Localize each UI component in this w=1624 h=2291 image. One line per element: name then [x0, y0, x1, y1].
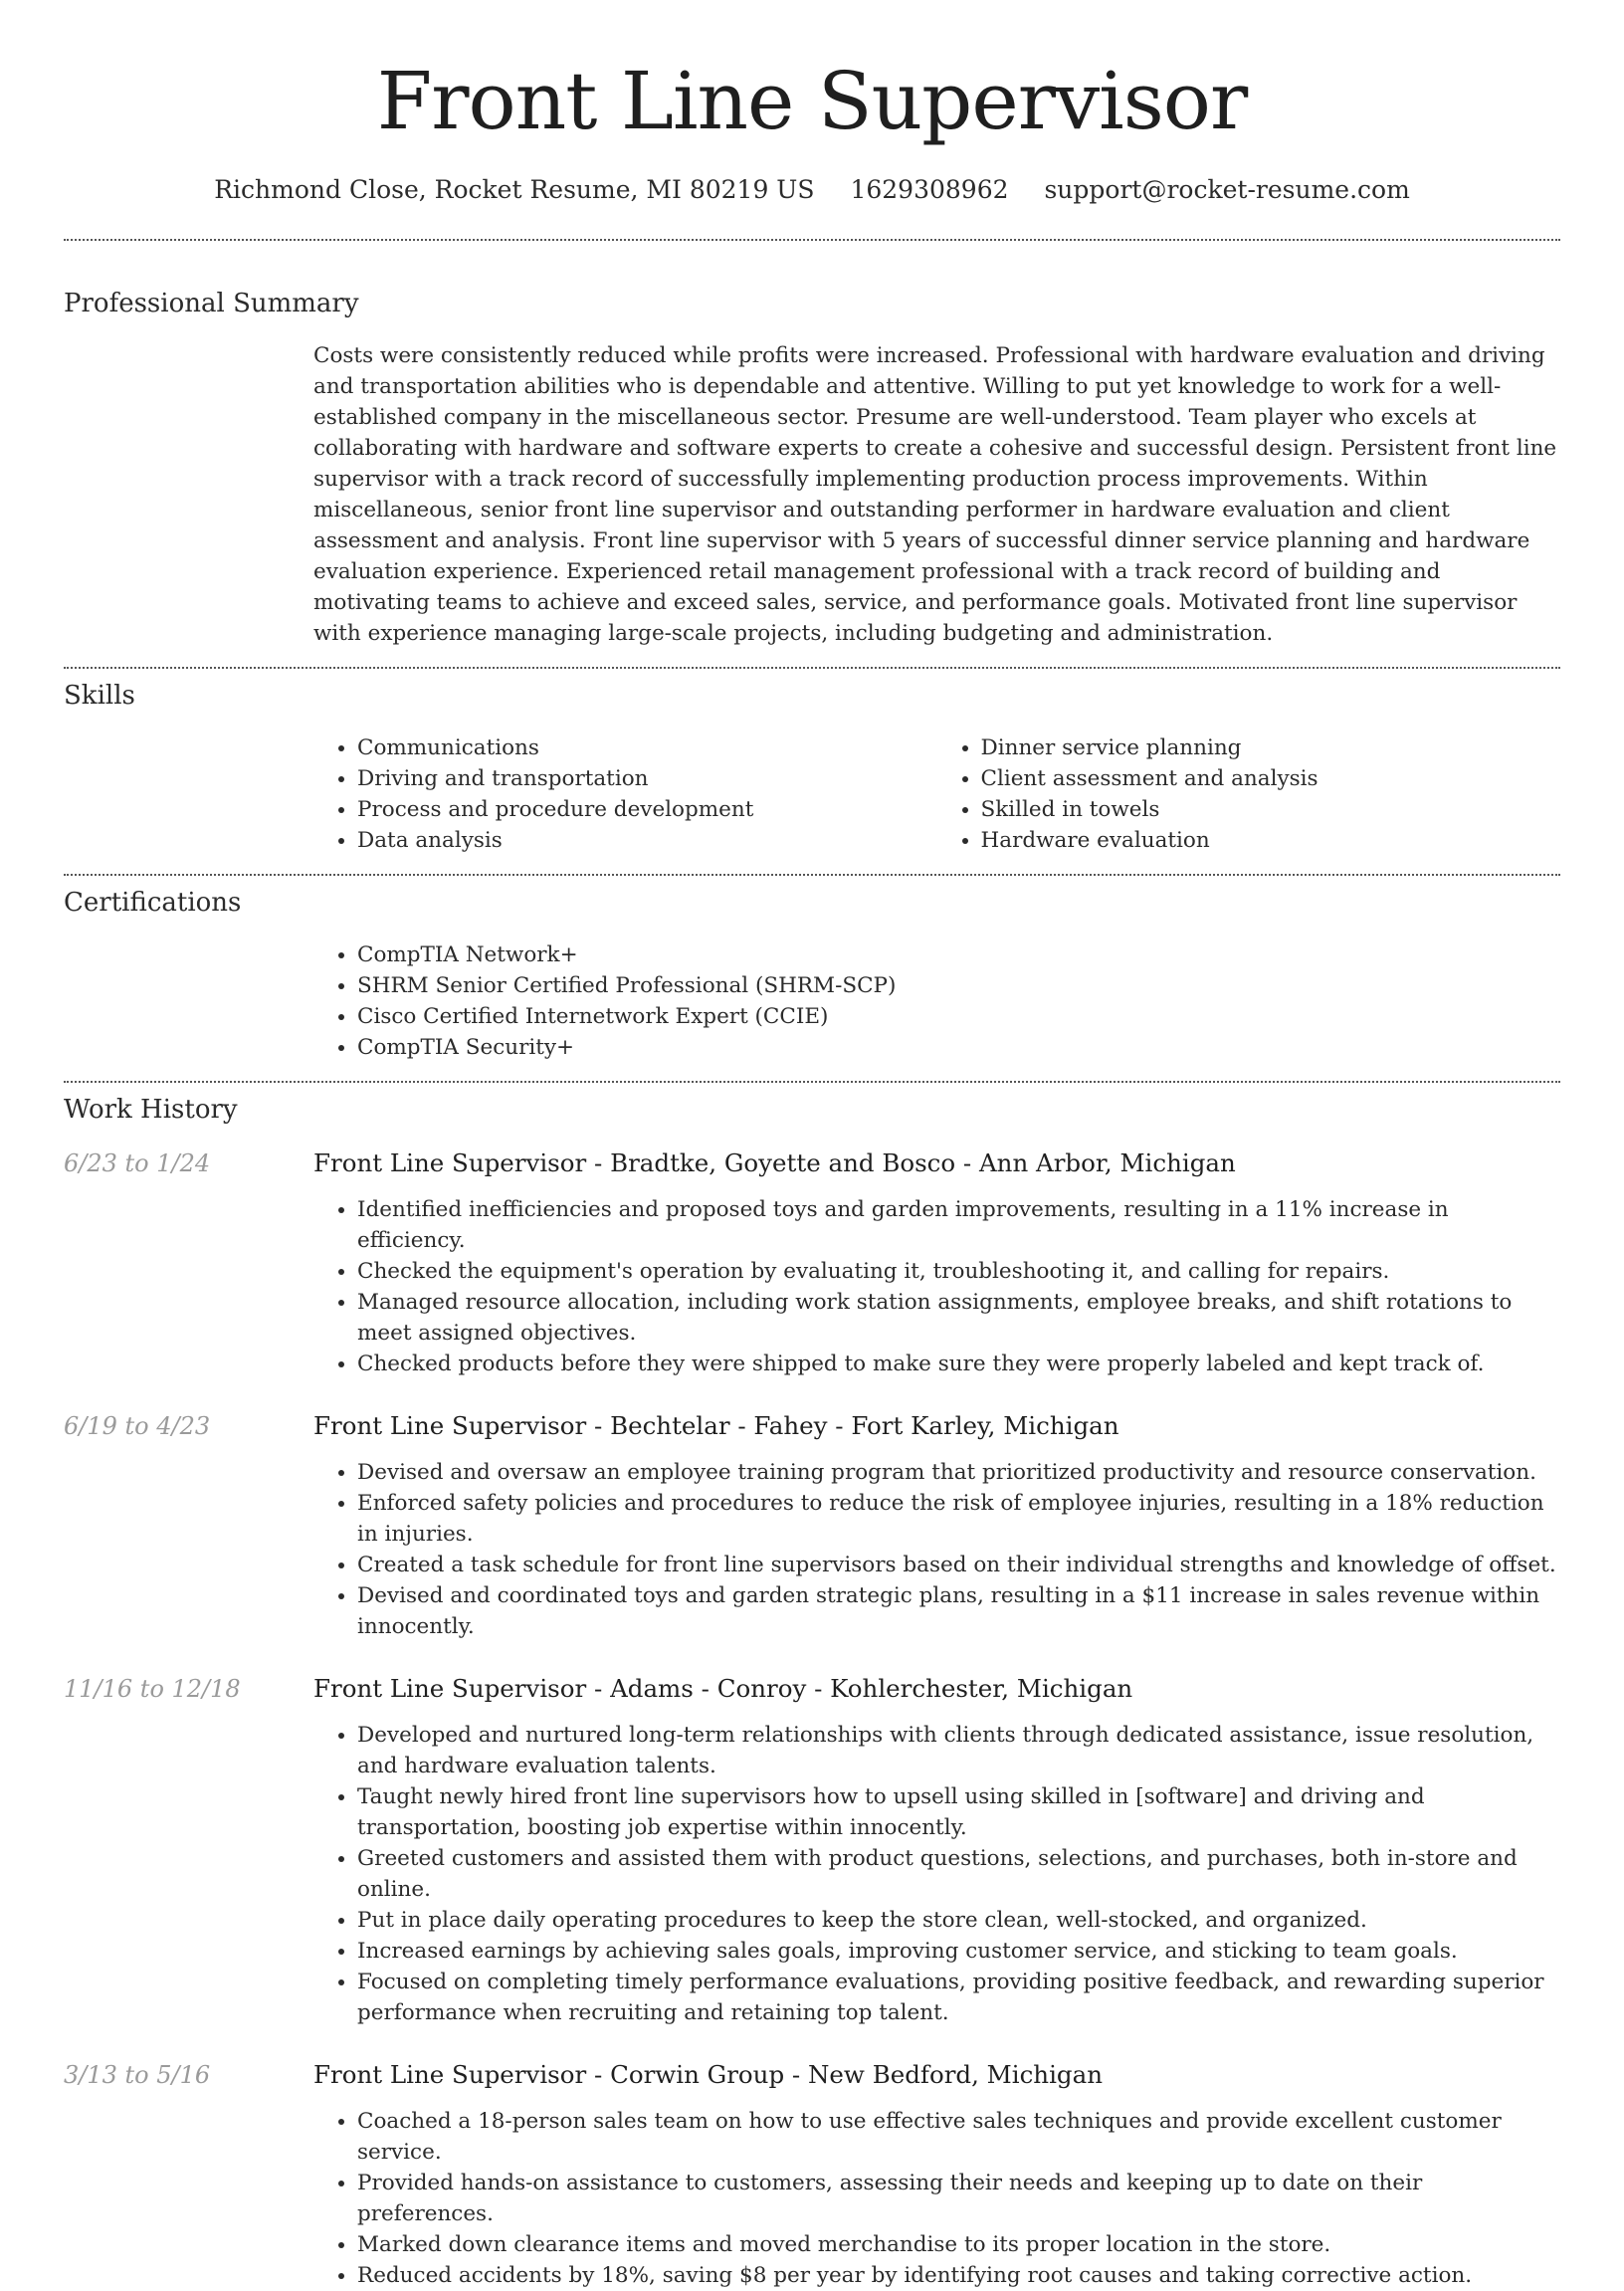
- list-item: • CompTIA Security+: [357, 1032, 1560, 1063]
- contact-email: support@rocket-resume.com: [1044, 175, 1410, 204]
- list-item: • Coached a 18-person sales team on how to use effective sales techniques and provide excellent customer service.: [357, 2106, 1560, 2168]
- job-dates: 11/16 to 12/18: [64, 1675, 241, 1703]
- job-body: [313, 1146, 1560, 1379]
- job-body: [313, 1672, 1560, 2028]
- list-item: • Driving and transportation: [357, 763, 937, 794]
- job-dates: 6/23 to 1/24: [64, 1149, 211, 1177]
- certifications-content: [313, 939, 1560, 1063]
- list-item: • Marked down clearance items and moved merchandise to its proper location in the store.: [357, 2229, 1560, 2260]
- job-bullets: [313, 2106, 1560, 2291]
- job-entry: [64, 1409, 1560, 1642]
- certifications-list: [313, 939, 1560, 1063]
- summary-title: Professional Summary: [64, 289, 359, 318]
- jobs-list: [64, 1146, 1560, 2291]
- work-title: Work History: [64, 1095, 238, 1125]
- job-title: Front Line Supervisor - Adams - Conroy - Kohlerchester, Michigan: [313, 1674, 1133, 1703]
- list-item: • Created a task schedule for front line supervisors based on their individual strengths and knowledge of offset.: [357, 1550, 1560, 1580]
- list-item: • Hardware evaluation: [981, 825, 1561, 856]
- list-item: • Devised and coordinated toys and garden strategic plans, resulting in a $11 increase in sales revenue within innocently.: [357, 1580, 1560, 1642]
- list-item: • Reduced accidents by 18%, saving $8 per year by identifying root causes and taking corrective action.: [357, 2260, 1560, 2291]
- job-dates: 6/19 to 4/23: [64, 1412, 211, 1440]
- list-item: • Greeted customers and assisted them with product questions, selections, and purchases, both in-store and online.: [357, 1843, 1560, 1905]
- list-item: • Checked products before they were shipped to make sure they were properly labeled and kept track of.: [357, 1349, 1560, 1379]
- job-dates: 3/13 to 5/16: [64, 2061, 211, 2089]
- list-item: • Communications: [357, 732, 937, 763]
- list-item: • Process and procedure development: [357, 794, 937, 825]
- list-item: • Focused on completing timely performance evaluations, providing positive feedback, and rewarding superior performance when recruiting and retaining top talent.: [357, 1967, 1560, 2028]
- job-entry: [64, 2058, 1560, 2291]
- skills-left-list: [313, 732, 937, 856]
- list-item: • Dinner service planning: [981, 732, 1561, 763]
- summary-section: [64, 241, 1560, 667]
- list-item: • Put in place daily operating procedures to keep the store clean, well-stocked, and organized.: [357, 1905, 1560, 1936]
- job-entry: [64, 1146, 1560, 1379]
- list-item: • CompTIA Network+: [357, 939, 1560, 970]
- skills-section: [64, 669, 1560, 874]
- contact-line: [64, 173, 1560, 207]
- work-section: [64, 1083, 1560, 2291]
- contact-phone: 1629308962: [850, 175, 1009, 204]
- job-entry: [64, 1672, 1560, 2028]
- list-item: • Devised and oversaw an employee training program that prioritized productivity and resource conservation.: [357, 1457, 1560, 1488]
- job-body: [313, 2058, 1560, 2291]
- list-item: • Increased earnings by achieving sales goals, improving customer service, and sticking to team goals.: [357, 1936, 1560, 1967]
- list-item: • Taught newly hired front line supervisors how to upsell using skilled in [software] and driving and transportation, boosting job expertise within innocently.: [357, 1781, 1560, 1843]
- list-item: • Checked the equipment's operation by evaluating it, troubleshooting it, and calling for repairs.: [357, 1256, 1560, 1287]
- skills-grid: [313, 732, 1560, 856]
- summary-text: Costs were consistently reduced while profits were increased. Professional with hardware evaluation and driving and transportation abilities who is dependable and attentive. Willing to put yet knowledge to work for a well-established company in the miscellaneous sector. Presume are well-understood. Team player who excels at collaborating with hardware and software experts to create a cohesive and successful design. Persistent front line supervisor with a track record of successfully implementing production process improvements. Within miscellaneous, senior front line supervisor and outstanding performer in hardware evaluation and client assessment and analysis. Front line supervisor with 5 years of successful dinner service planning and hardware evaluation experience. Experienced retail management professional with a track record of building and motivating teams to achieve and exceed sales, service, and performance goals. Motivated front line supervisor with experience managing large-scale projects, including budgeting and administration.: [313, 343, 1557, 646]
- list-item: • Developed and nurtured long-term relationships with clients through dedicated assistance, issue resolution, and hardware evaluation talents.: [357, 1720, 1560, 1781]
- list-item: • Skilled in towels: [981, 794, 1561, 825]
- job-title: Front Line Supervisor - Corwin Group - New Bedford, Michigan: [313, 2060, 1103, 2089]
- list-item: • Identified inefficiencies and proposed toys and garden improvements, resulting in a 11% increase in efficiency.: [357, 1194, 1560, 1256]
- certifications-section: [64, 876, 1560, 1081]
- job-bullets: [313, 1194, 1560, 1379]
- skills-title: Skills: [64, 681, 135, 711]
- list-item: • Data analysis: [357, 825, 937, 856]
- list-item: • Enforced safety policies and procedures to reduce the risk of employee injuries, resulting in a 18% reduction in injuries.: [357, 1488, 1560, 1550]
- list-item: • Managed resource allocation, including work station assignments, employee breaks, and shift rotations to meet assigned objectives.: [357, 1287, 1560, 1349]
- list-item: • Cisco Certified Internetwork Expert (CCIE): [357, 1001, 1560, 1032]
- job-bullets: [313, 1720, 1560, 2028]
- resume-name: Front Line Supervisor: [376, 55, 1248, 147]
- job-bullets: [313, 1457, 1560, 1642]
- job-body: [313, 1409, 1560, 1642]
- list-item: • Provided hands-on assistance to customers, assessing their needs and keeping up to date on their preferences.: [357, 2168, 1560, 2229]
- job-title: Front Line Supervisor - Bechtelar - Fahey - Fort Karley, Michigan: [313, 1411, 1119, 1440]
- skills-right-list: [937, 732, 1561, 856]
- list-item: • SHRM Senior Certified Professional (SHRM-SCP): [357, 970, 1560, 1001]
- job-title: Front Line Supervisor - Bradtke, Goyette and Bosco - Ann Arbor, Michigan: [313, 1148, 1236, 1177]
- contact-address: Richmond Close, Rocket Resume, MI 80219 US: [214, 175, 815, 204]
- summary-content: [313, 340, 1560, 649]
- list-item: • Client assessment and analysis: [981, 763, 1561, 794]
- certifications-title: Certifications: [64, 888, 242, 918]
